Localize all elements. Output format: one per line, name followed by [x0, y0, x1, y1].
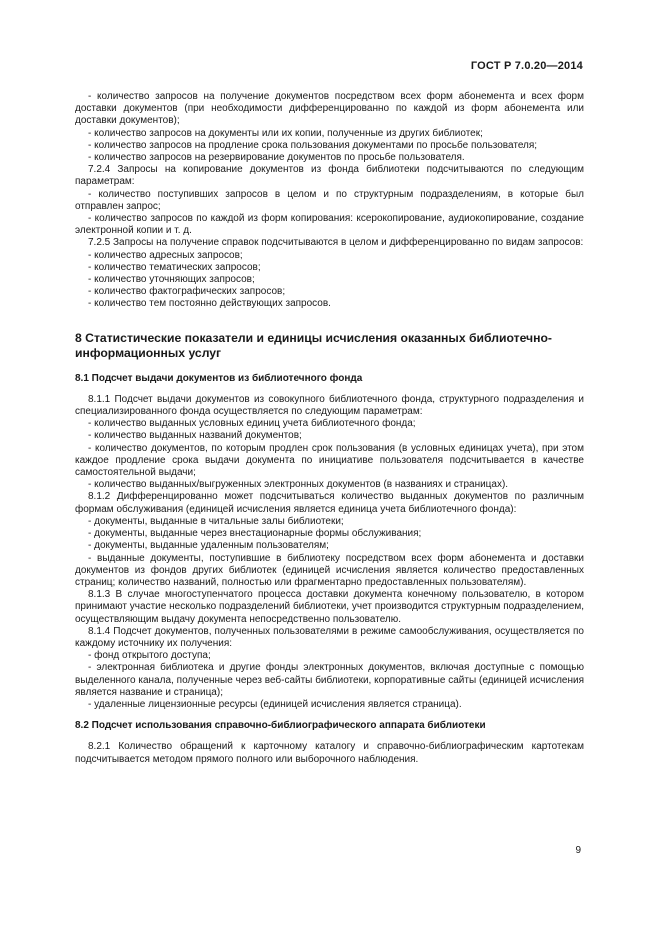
list-item: - количество запросов на получение документов посредством всех форм абонемента и всех форм доставки документов (при необходимости дифференцированно по каждой из форм абонемента или доставки документов);	[75, 91, 584, 127]
page-number: 9	[575, 845, 581, 856]
list-item: - количество выданных названий документов;	[88, 430, 302, 442]
list-item: - документы, выданные в читальные залы библиотеки;	[88, 515, 344, 527]
subsection-8-2-heading: 8.2 Подсчет использования справочно-библиографического аппарата библиотеки	[75, 720, 486, 732]
list-item: - количество документов, по которым продлен срок пользования (в условных единицах учета), при этом каждое продление срока выдачи документа по инициативе пользователя подсчитывается в качестве самостоятельной выдачи;	[75, 442, 584, 479]
list-item: - количество запросов на документы или их копии, полученные из других библиотек;	[88, 127, 483, 139]
list-item: - выданные документы, поступившие в библиотеку посредством всех форм абонемента и доставки документов из фондов других библиотек (единицей исчисления является количество предоставленных страниц; количество названий, полностью или фрагментарно предоставленных пользователям).	[75, 552, 584, 588]
list-item: - количество уточняющих запросов;	[88, 274, 255, 286]
subsection-8-1-heading: 8.1 Подсчет выдачи документов из библиотечного фонда	[75, 372, 363, 384]
list-item: - количество запросов по каждой из форм копирования: ксерокопирование, аудиокопирование, создание электронной копии и т. д.	[75, 213, 584, 237]
list-item: - удаленные лицензионные ресурсы (единицей исчисления является страница).	[88, 698, 462, 710]
list-item: - фонд открытого доступа;	[88, 650, 211, 662]
list-item: - количество запросов на резервирование документов по просьбе пользователя.	[88, 152, 465, 164]
section-8-heading: 8 Статистические показатели и единицы исчисления оказанных библиотечно-информационных услуг	[75, 330, 552, 360]
document-body	[75, 91, 584, 766]
list-item: - количество выданных/выгруженных электронных документов (в названиях и страницах).	[88, 479, 509, 491]
list-item: - количество адресных запросов;	[88, 249, 243, 261]
clause-8-1-1: 8.1.1 Подсчет выдачи документов из совокупного библиотечного фонда, структурного подразделения и специализированного фонда осуществляется по следующим параметрам:	[75, 393, 584, 418]
clause-7-2-5: 7.2.5 Запросы на получение справок подсчитываются в целом и дифференцированно по видам запросов:	[88, 237, 584, 249]
list-item: - количество выданных условных единиц учета библиотечного фонда;	[88, 418, 416, 430]
clause-8-1-4: 8.1.4 Подсчет документов, полученных пользователями в режиме самообслуживания, осуществляется по каждому источнику их получения:	[75, 625, 584, 649]
clause-8-1-2: 8.1.2 Дифференцированно может подсчитываться количество выданных документов по различным формам обслуживания (единицей исчисления является единица учета библиотечного фонда):	[75, 491, 584, 515]
list-item: - количество тем постоянно действующих запросов.	[88, 298, 331, 310]
clause-8-1-3: 8.1.3 В случае многоступенчатого процесса доставки документа конечному пользователю, в котором принимают участие несколько подразделений библиотеки, учет производится структурным подразделением, осуществляющим выдачу документа непосредственно пользователю.	[75, 589, 584, 625]
list-item: - документы, выданные удаленным пользователям;	[88, 540, 329, 552]
clause-7-2-4: 7.2.4 Запросы на копирование документов из фонда библиотеки подсчитываются по следующим параметрам:	[75, 164, 584, 188]
standard-designation: ГОСТ Р 7.0.20—2014	[470, 60, 583, 72]
list-item: - количество запросов на продление срока пользования документами по просьбе пользователя;	[88, 139, 538, 151]
list-item: - документы, выданные через внестационарные формы обслуживания;	[88, 528, 422, 540]
list-item: - количество тематических запросов;	[88, 261, 261, 273]
list-item: - электронная библиотека и другие фонды электронных документов, включая доступные с помощью выделенного канала, полученные через веб-сайты библиотеки, корпоративные сайты (единицей исчисления является название и страница);	[75, 662, 584, 698]
list-item: - количество фактографических запросов;	[88, 286, 286, 298]
list-item: - количество поступивших запросов в целом и по структурным подразделениям, в которые был отправлен запрос;	[75, 188, 584, 212]
clause-8-2-1: 8.2.1 Количество обращений к карточному каталогу и справочно-библиографическим картотекам подсчитывается методом прямого полного или выборочного наблюдения.	[75, 741, 584, 765]
